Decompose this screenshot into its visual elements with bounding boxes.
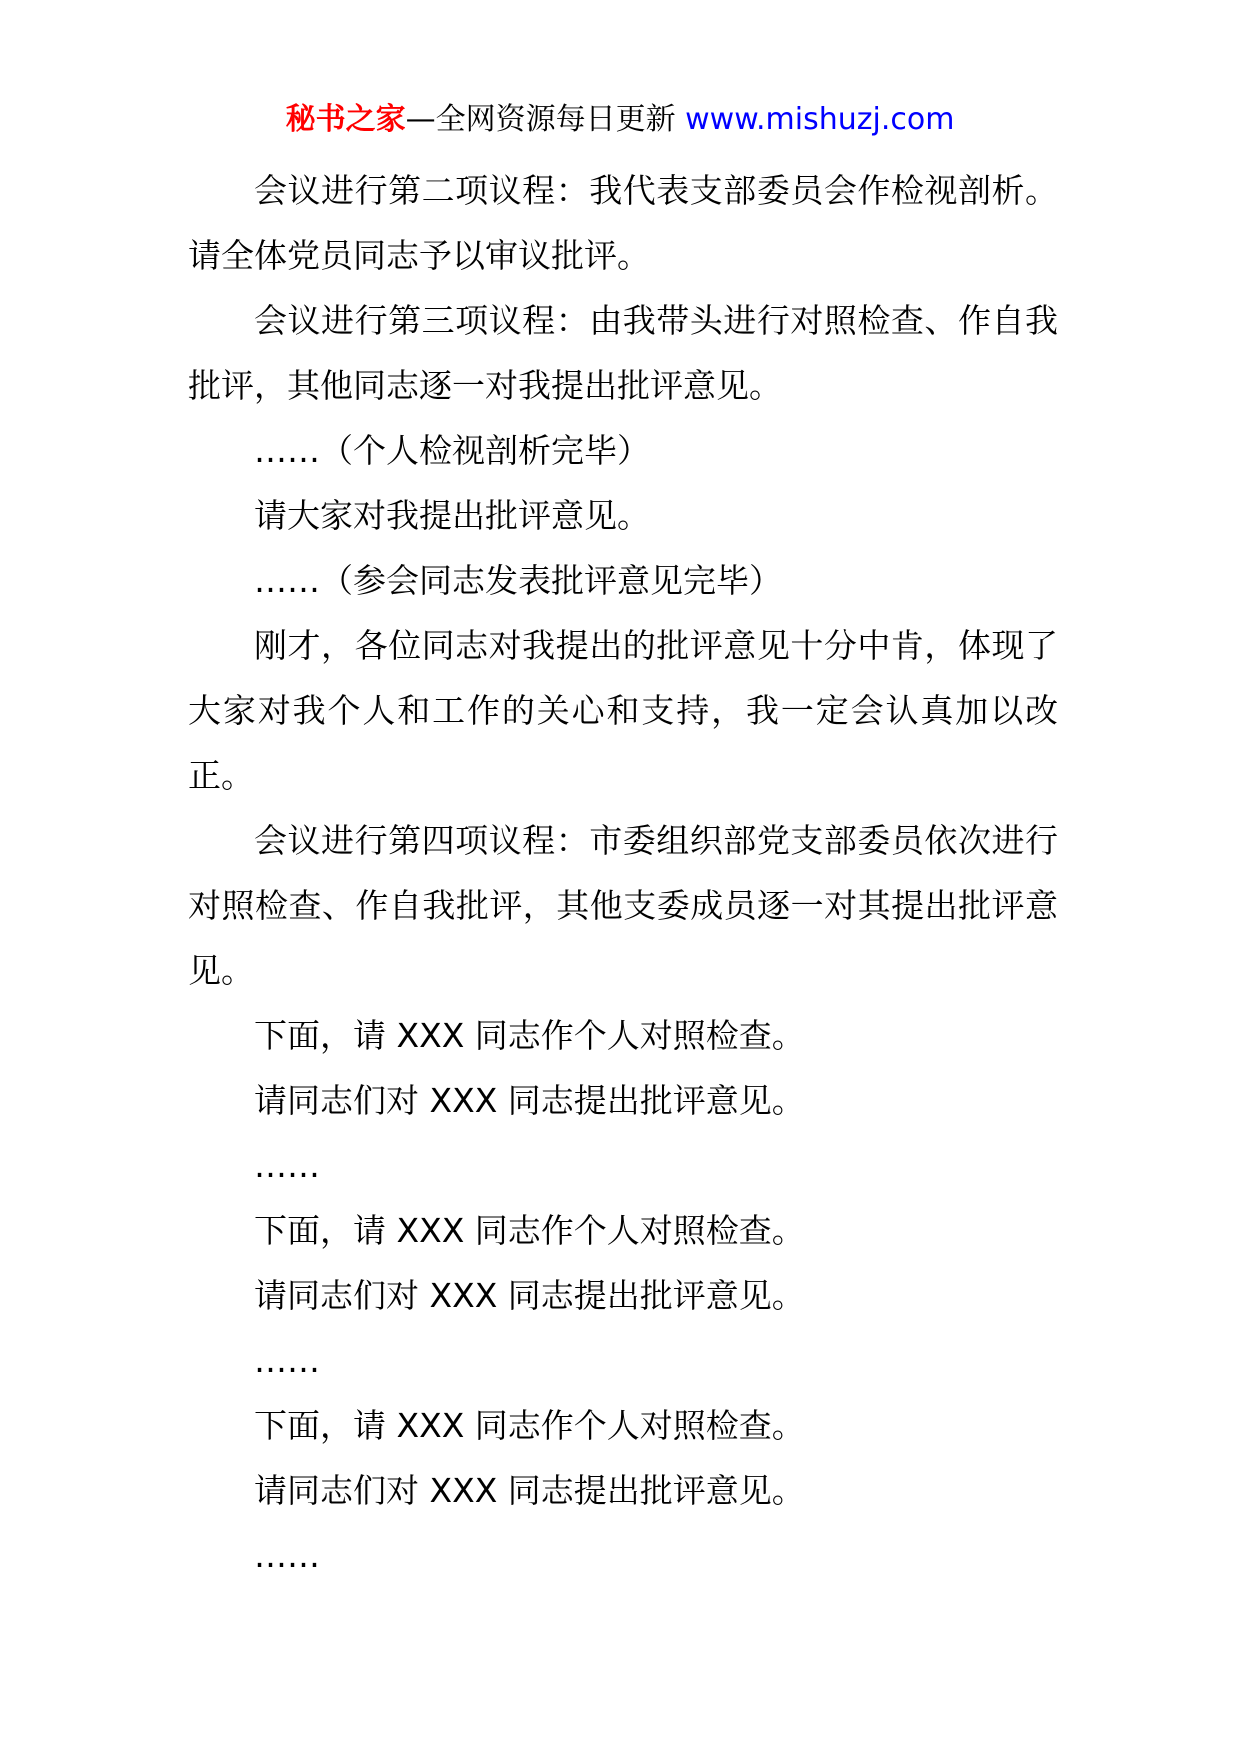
header-tagline: —全网资源每日更新 (405, 102, 676, 137)
paragraph: 下面，请 XXX 同志作个人对照检查。 (254, 1211, 805, 1250)
site-url-link[interactable]: www.mishuzj.com (685, 102, 955, 137)
paragraph: 请同志们对 XXX 同志提出批评意见。 (254, 1276, 805, 1315)
brand-name: 秘书之家 (285, 102, 406, 137)
document-body (188, 158, 1058, 1588)
paragraph: 下面，请 XXX 同志作个人对照检查。 (254, 1016, 805, 1055)
paragraph: 请大家对我提出批评意见。 (254, 496, 650, 535)
paragraph: ……（参会同志发表批评意见完毕） (254, 561, 782, 600)
paragraph: 会议进行第四项议程：市委组织部党支部委员依次进行对照检查、作自我批评，其他支委成员逐一对其提出批评意见。 (188, 821, 1058, 990)
paragraph: 下面，请 XXX 同志作个人对照检查。 (254, 1406, 805, 1445)
paragraph: …… (254, 1146, 320, 1185)
paragraph: ……（个人检视剖析完毕） (254, 431, 650, 470)
site-header (0, 98, 1240, 142)
paragraph: 刚才，各位同志对我提出的批评意见十分中肯，体现了大家对我个人和工作的关心和支持，我一定会认真加以改正。 (188, 626, 1058, 795)
paragraph: 请同志们对 XXX 同志提出批评意见。 (254, 1471, 805, 1510)
paragraph: 请同志们对 XXX 同志提出批评意见。 (254, 1081, 805, 1120)
paragraph: 会议进行第二项议程：我代表支部委员会作检视剖析。请全体党员同志予以审议批评。 (188, 171, 1058, 275)
paragraph: …… (254, 1341, 320, 1380)
paragraph: 会议进行第三项议程：由我带头进行对照检查、作自我批评，其他同志逐一对我提出批评意见。 (188, 301, 1058, 405)
paragraph: …… (254, 1536, 320, 1575)
